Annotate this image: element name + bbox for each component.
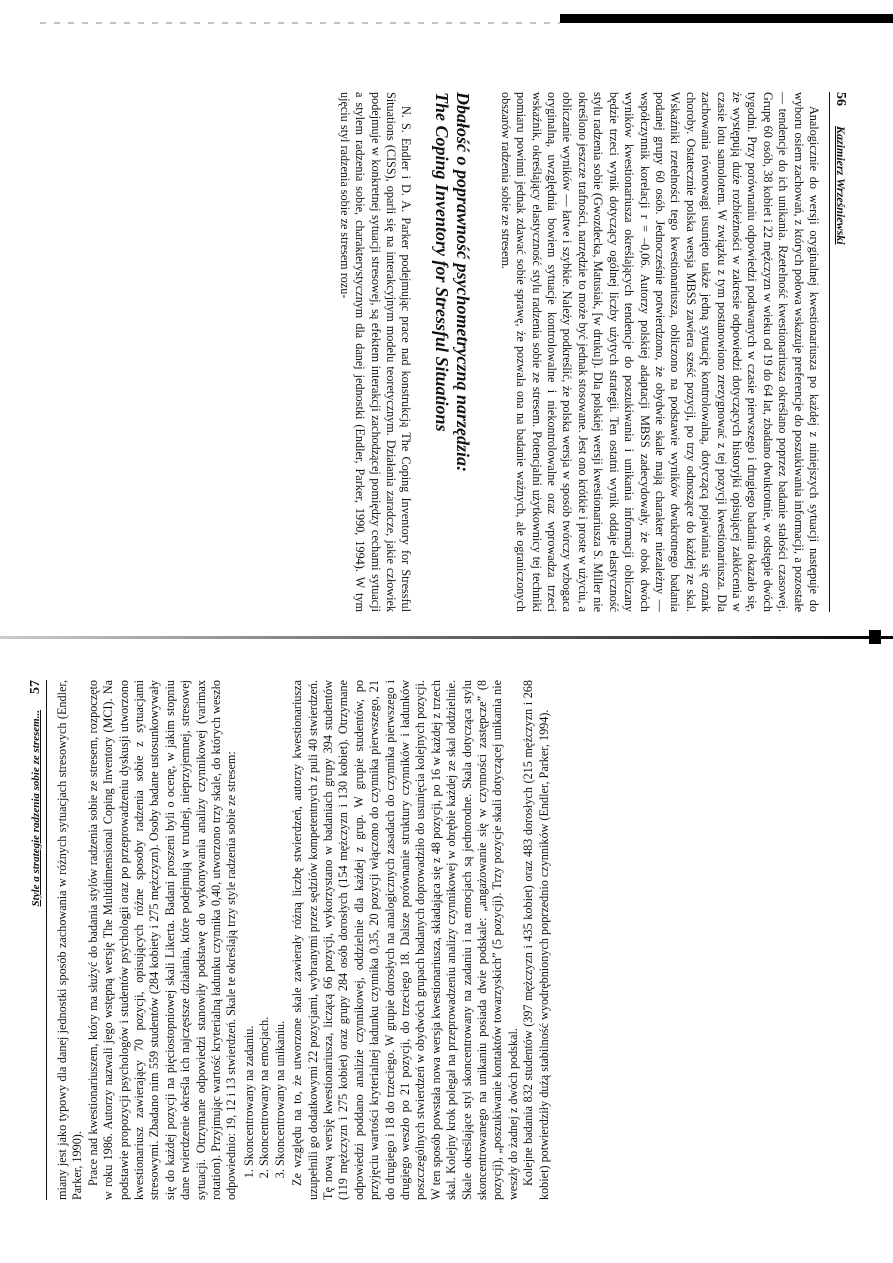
running-head-author: Kazimierz Wrześniewski [834,126,848,245]
body-paragraph: N. S. Endler i D. A. Parker podejmując prace nad konstrukcją The Coping Inventory for Stressful Situations (CISS), oparli się na interakcyjnym modelu teoretycznym. Działania zaradcze, jakie człowiek podejmuje w konkretnej sytuacji stresowej, są efektem interakcji zachodzącej pomiędzy cechami sytuacji a stylem radzenia sobie, charakterystycznym dla danej jednostki (Endler, Parker, 1990, 1994). W tym ujęciu styl radzenia sobie ze stresem rozu- [337,92,414,612]
page-57-content [28,680,828,1200]
list-item: 2. Skoncentrowany na emocjach. [257,680,272,1166]
page-56-content [58,92,848,612]
list-item: 1. Skoncentrowany na zadaniu. [242,680,257,1166]
body-paragraph: miany jest jako typowy dla danej jednostki sposób zachowania w różnych sytuacjach stresowych (Endler, Parker, 1990). [55,680,85,1200]
body-paragraph: Ze względu na to, że utworzone skale zawierały różną liczbę stwierdzeń, autorzy kwestionariusza uzupełnili go dodatkowymi 22 pozycjami, wybranymi przez sędziów kompetentnych z puli 40 stwierdzeń. Tę nową wersję kwestionariusza, liczącą 66 pozycji, wykorzystano w badaniach grupy 394 studentów (119 mężczyzn i 275 kobiet) oraz grupy 284 osób dorosłych (154 mężczyzn i 130 kobiet). Otrzymane odpowiedzi poddano analizie czynnikowej, oddzielnie dla każdej z grup. W grupie studentów, po przyjęciu wartości kryterialnej ładunku czynnika 0,35, 20 pozycji włączono do czynnika pierwszego, 21 do drugiego i 18 do trzeciego. W grupie dorosłych na analogicznych zasadach do czynnika pierwszego i drugiego weszło po 21 pozycji, do trzeciego 18. Dalsze porównanie struktury czynników i ładunków poszczególnych stwierdzeń w obydwóch grupach badanych doprowadziło do usunięcia kolejnych pozycji. W ten sposób powstała nowa wersja kwestionariusza, składająca się z 48 pozycji, po 16 w każdej z trzech skal. Kolejny krok polegał na przeprowadzeniu analizy czynnikowej w obrębie każdej ze skal oddzielnie. Skale określające styl skoncentrowany na zadaniu i na emocjach są jednorodne. Skala dotycząca stylu skoncentrowanego na unikaniu posiada dwie podskale: „angażowanie się w czynności zastępcze” (8 pozycji), „poszukiwanie kontaktów towarzyskich” (5 pozycji). Trzy pozycje skali dotyczącej unikania nie weszły do żadnej z dwóch podskal. [290,680,520,1200]
heading-line-2: The Coping Inventory for Stressful Situations [432,92,453,432]
body-paragraph: Prace nad kwestionariuszem, który ma służyć do badania stylów radzenia sobie ze stresem, rozpoczęto w roku 1986. Autorzy nazwali jego wstępną wersję The Multidimensional Coping Inventory (MCI). Na podstawie propozycji psychologów i studentów psychologii oraz po przeprowadzeniu dyskusji utworzono kwestionariusz zawierający 70 pozycji, opisujących różne sposoby radzenia sobie z sytuacjami stresowymi. Zbadano nim 559 studentów (284 kobiety i 275 mężczyzn). Osoby badane ustosunkowywały się do każdej pozycji na pięciostopniowej skali Likerta. Badani proszeni byli o ocenę, w jakim stopniu dane twierdzenie określa ich najczęstsze działania, które podejmują w trudnej, nieprzyjemnej, stresowej sytuacji. Otrzymane odpowiedzi stanowiły podstawę do wykonywania analizy czynnikowej (varimax rotation). Przyjmując wartość kryterialną ładunku czynnika 0,40, utworzono trzy skale, do których weszło odpowiednio: 19, 12 i 13 stwierdzeń. Skale te określają trzy style radzenia sobie ze stresem: [85,680,239,1200]
body-paragraph: Kolejne badania 832 studentów (397 mężczyzn i 435 kobiet) oraz 483 dorosłych (215 mężczyzn i 268 kobiet) potwierdziły dużą stabilność wyodrębnionych poprzednio czynników (Endler, Parker, 1994). [521,680,551,1200]
page-number: 56 [833,92,848,106]
body-paragraph: Analogicznie do wersji oryginalnej kwestionariusza po każdej z niniejszych sytuacji następuje do wyboru osiem zachowań, z których połowa wskazuje preferencje do poszukiwania informacji, a pozostałe — tendencje do ich unikania. Rzetelność kwestionariusza określano poprzez badanie stałości czasowej. Grupę 60 osób, 38 kobiet i 22 mężczyzn w wieku od 19 do 64 lat, zbadano dwukrotnie, w odstępie dwóch tygodni. Przy porównaniu odpowiedzi podawanych w czasie pierwszego i drugiego badania okazało się, że występują duże rozbieżności w zakresie odpowiedzi dotyczących historyjki opisującej zakłócenia w czasie lotu samolotem. W związku z tym postanowiono zrezygnować z tej pozycji kwestionariusza. Dla zachowania równowagi usunięto także jedną sytuację kontrolowalną, dotyczącą pojawiania się oznak choroby. Ostatecznie polska wersja MBSS zawiera sześć pozycji, po trzy odnoszące do każdej ze skal. Wskaźniki rzetelności tego kwestionariusza, obliczono na podstawie wyników dwukrotnego badania podanej grupy 60 osób. Jednocześnie potwierdzono, że obydwie skale mają charakter niezależny — współczynnik korelacji r = –0,06. Autorzy polskiej adaptacji MBSS zadecydowały, że obok dwóch wyników kwestionariusza określających tendencje do poszukiwania i unikania informacji obliczany będzie trzeci wynik dotyczący ogólnej liczby użytych strategii. Ten ostatni wynik oddaje elastyczność stylu radzenia sobie (Gwozdecka, Matusiak, [w druku]). Dla polskiej wersji kwestionariusza S. Miller nie określono jeszcze trafności, narzędzie to może być jednak stosowane. Jest ono krótkie i proste w użyciu, a obliczanie wyników — łatwe i szybkie. Należy podkreślić, że polska wersja w sposób twórczy wzbogaca oryginalną, uwzględnia bowiem sytuacje kontrolowalne i niekontrolowalne oraz wprowadza trzeci wskaźnik, określający elastyczność stylu radzenia sobie ze stresem. Potencjalni użytkownicy tej techniki pomiaru powinni jednak zdawać sobie sprawę, że pozwala ona na badanie ważnych, ale ograniczonych obszarów radzenia sobie ze stresem. [498,92,821,612]
page-divider [0,636,893,639]
style-list [242,680,288,1200]
page-number: 57 [28,680,43,694]
section-heading [431,92,473,612]
running-head-right [28,680,47,1200]
running-head-left [829,92,848,612]
list-item: 3. Skoncentrowany na unikaniu. [273,680,288,1166]
running-head-title: Style a strategie radzenia sobie ze stresem... [30,710,42,907]
page-57 [0,640,893,1263]
heading-line-1: Dbałość o poprawność psychometryczną narzędzia: [453,92,474,473]
